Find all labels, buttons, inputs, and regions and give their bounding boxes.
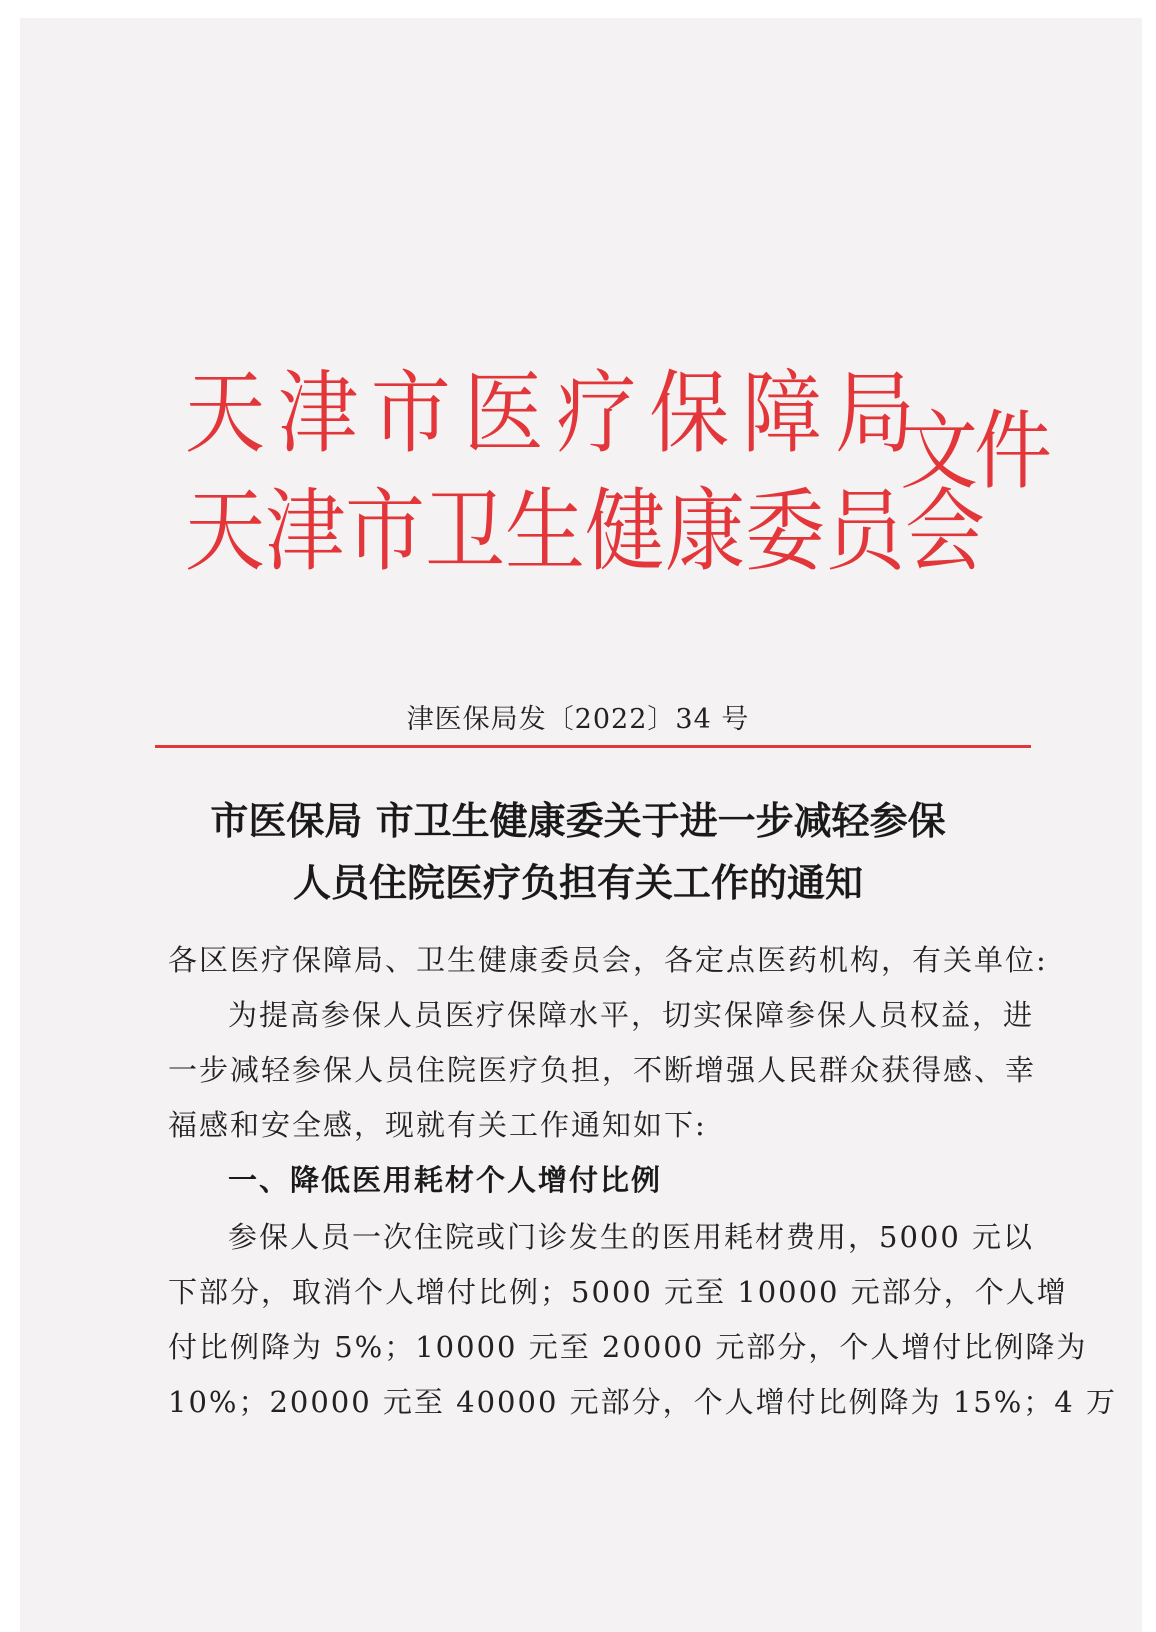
salutation: 各区医疗保障局、卫生健康委员会，各定点医药机构，有关单位: bbox=[168, 943, 1048, 977]
intro-paragraph-line: 福感和安全感，现就有关工作通知如下: bbox=[168, 1108, 707, 1142]
document-type-label: 文件 bbox=[900, 402, 1049, 502]
intro-paragraph-line: 一步减轻参保人员住院医疗负担，不断增强人民群众获得感、幸 bbox=[168, 1053, 1037, 1087]
section-paragraph-line: 下部分，取消个人增付比例；5000 元至 10000 元部分，个人增 bbox=[168, 1275, 1068, 1309]
issuer-char: 会 bbox=[905, 479, 985, 584]
issuer-char: 局 bbox=[834, 361, 915, 466]
document-number: 津医保局发〔2022〕34 号 bbox=[406, 704, 750, 735]
issuer-char: 健 bbox=[585, 479, 665, 584]
issuer-char: 卫 bbox=[425, 479, 505, 584]
issuer-char: 津 bbox=[277, 361, 358, 466]
section-heading: 一、降低医用耗材个人增付比例 bbox=[228, 1163, 663, 1197]
issuer-char: 员 bbox=[825, 479, 905, 584]
section-paragraph-line: 参保人员一次住院或门诊发生的医用耗材费用，5000 元以 bbox=[228, 1220, 1035, 1254]
issuer-char: 市 bbox=[370, 361, 451, 466]
issuer-char: 市 bbox=[345, 479, 425, 584]
issuer-char: 康 bbox=[665, 479, 745, 584]
red-divider-line bbox=[155, 745, 1031, 748]
issuer-char: 障 bbox=[742, 361, 823, 466]
intro-paragraph-line: 为提高参保人员医疗保障水平，切实保障参保人员权益，进 bbox=[228, 998, 1035, 1032]
document-title-line-1: 市医保局 市卫生健康委关于进一步减轻参保 bbox=[210, 798, 946, 843]
document-title-line-2: 人员住院医疗负担有关工作的通知 bbox=[292, 860, 863, 905]
issuer-char: 生 bbox=[505, 479, 585, 584]
issuer-char: 疗 bbox=[556, 361, 637, 466]
issuer-char: 医 bbox=[463, 361, 544, 466]
section-paragraph-line: 10%；20000 元至 40000 元部分，个人增付比例降为 15%；4 万 bbox=[168, 1385, 1117, 1419]
section-paragraph-line: 付比例降为 5%；10000 元至 20000 元部分，个人增付比例降为 bbox=[168, 1330, 1088, 1364]
issuer-char: 津 bbox=[265, 479, 345, 584]
issuer-health-commission bbox=[185, 479, 985, 584]
issuer-char: 天 bbox=[185, 479, 265, 584]
issuer-char: 保 bbox=[649, 361, 730, 466]
issuer-medical-security-bureau bbox=[185, 361, 915, 466]
issuer-char: 委 bbox=[745, 479, 825, 584]
issuer-char: 天 bbox=[185, 361, 265, 466]
